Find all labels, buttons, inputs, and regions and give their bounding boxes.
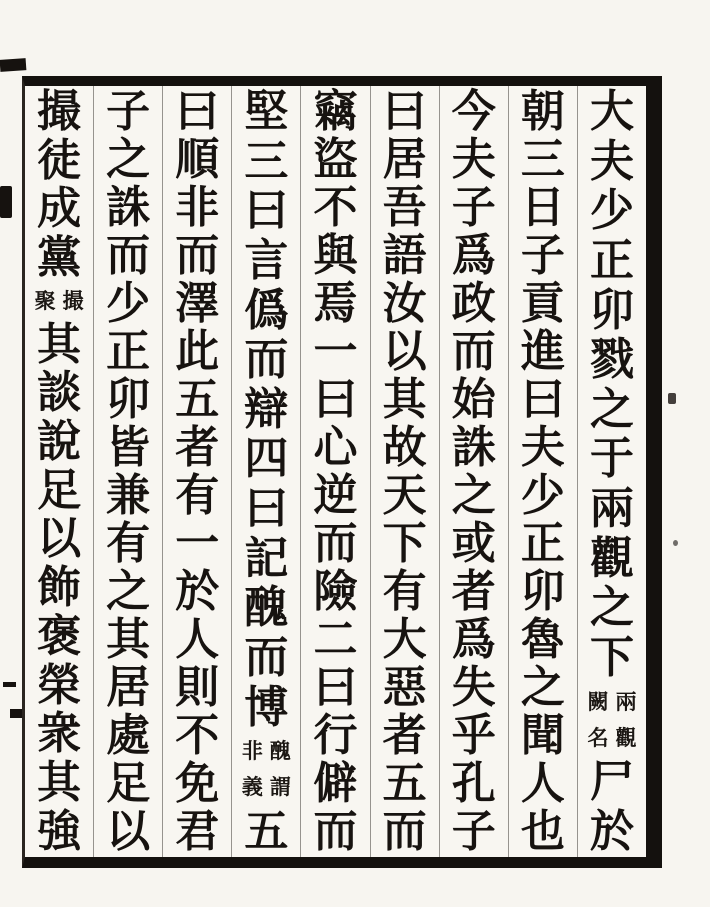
glyph: 曰	[244, 483, 289, 535]
glyph: 其	[382, 374, 427, 425]
glyph: 貢	[520, 278, 565, 329]
glyph: 日	[520, 182, 565, 233]
glyph: 語	[382, 230, 427, 281]
glyph: 兩	[589, 483, 634, 535]
glyph: 以	[382, 326, 427, 377]
glyph: 尸	[589, 756, 634, 808]
glyph: 大	[589, 86, 634, 137]
glyph: 爲	[451, 614, 496, 665]
glyph: 與	[313, 230, 358, 281]
glyph: 撮	[37, 86, 82, 137]
glyph: 夫	[520, 422, 565, 473]
glyph: 其	[37, 318, 82, 370]
note-glyph: 聚	[34, 287, 56, 313]
glyph: 僻	[313, 758, 358, 809]
glyph: 魯	[520, 614, 565, 665]
glyph: 五	[382, 758, 427, 809]
glyph: 之	[451, 470, 496, 521]
glyph: 險	[313, 566, 358, 617]
glyph: 始	[451, 374, 496, 425]
glyph: 說	[37, 416, 82, 468]
glyph: 人	[175, 614, 220, 665]
glyph: 免	[175, 758, 220, 809]
glyph: 衆	[37, 708, 82, 760]
glyph: 而	[106, 230, 151, 281]
glyph: 聞	[520, 710, 565, 761]
glyph: 而	[244, 632, 289, 684]
glyph: 三	[244, 135, 289, 187]
glyph: 足	[106, 758, 151, 809]
glyph: 子	[451, 182, 496, 233]
glyph: 失	[451, 662, 496, 713]
glyph: 有	[175, 470, 220, 521]
text-columns	[25, 86, 646, 857]
glyph: 而	[175, 230, 220, 281]
glyph: 行	[313, 710, 358, 761]
note-glyph: 撮	[62, 287, 84, 313]
glyph: 四	[244, 433, 289, 485]
glyph: 正	[589, 234, 634, 286]
glyph: 一	[175, 518, 220, 569]
glyph: 逆	[313, 470, 358, 521]
glyph: 其	[37, 757, 82, 809]
note-right-subcolumn	[613, 684, 639, 756]
glyph: 大	[382, 614, 427, 665]
glyph: 有	[382, 566, 427, 617]
glyph: 乎	[451, 710, 496, 761]
glyph: 下	[382, 518, 427, 569]
glyph: 五	[244, 805, 289, 857]
note-glyph: 義	[241, 774, 263, 800]
glyph: 誅	[451, 422, 496, 473]
text-column-1	[577, 86, 646, 857]
glyph: 于	[589, 433, 634, 485]
text-column-5	[300, 86, 369, 857]
glyph: 於	[175, 566, 220, 617]
note-glyph: 闕	[587, 688, 609, 714]
glyph: 或	[451, 518, 496, 569]
glyph: 少	[520, 470, 565, 521]
glyph: 醜	[244, 582, 289, 634]
glyph: 戮	[589, 334, 634, 386]
glyph: 澤	[175, 278, 220, 329]
glyph: 下	[589, 632, 634, 684]
text-column-9	[25, 86, 93, 857]
text-column-2	[508, 86, 577, 857]
glyph: 心	[313, 422, 358, 473]
interlinear-note	[25, 283, 93, 319]
glyph: 竊	[313, 86, 358, 137]
glyph: 者	[175, 422, 220, 473]
glyph: 堅	[244, 86, 289, 137]
text-column-8	[93, 86, 162, 857]
glyph: 爲	[451, 230, 496, 281]
glyph: 者	[382, 710, 427, 761]
glyph: 一	[313, 326, 358, 377]
glyph: 子	[451, 806, 496, 857]
glyph: 居	[382, 134, 427, 185]
glyph: 而	[382, 806, 427, 857]
glyph: 處	[106, 710, 151, 761]
glyph: 孔	[451, 758, 496, 809]
glyph: 子	[520, 230, 565, 281]
glyph: 之	[106, 134, 151, 185]
glyph: 非	[175, 182, 220, 233]
glyph: 五	[175, 374, 220, 425]
glyph: 惡	[382, 662, 427, 713]
glyph: 觀	[589, 532, 634, 584]
glyph: 而	[313, 518, 358, 569]
glyph: 曰	[175, 86, 220, 137]
glyph: 盜	[313, 134, 358, 185]
glyph: 順	[175, 134, 220, 185]
text-column-4	[370, 86, 439, 857]
note-glyph: 名	[587, 724, 609, 750]
glyph: 之	[520, 662, 565, 713]
glyph: 以	[106, 806, 151, 857]
glyph: 居	[106, 662, 151, 713]
glyph: 而	[244, 334, 289, 386]
glyph: 黨	[37, 232, 82, 284]
glyph: 二	[313, 614, 358, 665]
glyph: 今	[451, 86, 496, 137]
glyph: 曰	[313, 374, 358, 425]
glyph: 兼	[106, 470, 151, 521]
glyph: 之	[589, 383, 634, 435]
text-block-frame	[22, 76, 662, 868]
glyph: 卯	[520, 566, 565, 617]
glyph: 榮	[37, 659, 82, 711]
text-column-6	[231, 86, 300, 857]
glyph: 辯	[244, 383, 289, 435]
note-left-subcolumn	[239, 733, 265, 805]
ink-speck	[668, 393, 676, 404]
glyph: 成	[37, 183, 82, 235]
glyph: 強	[37, 805, 82, 857]
glyph: 子	[106, 86, 151, 137]
glyph: 焉	[313, 278, 358, 329]
glyph: 徒	[37, 134, 82, 186]
glyph: 褒	[37, 610, 82, 662]
note-left-subcolumn	[585, 684, 611, 756]
glyph: 正	[106, 326, 151, 377]
glyph: 則	[175, 662, 220, 713]
glyph: 於	[589, 805, 634, 857]
note-glyph: 非	[241, 738, 263, 764]
glyph: 博	[244, 681, 289, 733]
note-glyph: 兩	[615, 688, 637, 714]
glyph: 少	[106, 278, 151, 329]
interlinear-note	[232, 733, 300, 805]
glyph: 正	[520, 518, 565, 569]
ink-mark	[3, 682, 16, 687]
glyph: 少	[589, 185, 634, 237]
note-glyph: 醜	[269, 738, 291, 764]
glyph: 誅	[106, 182, 151, 233]
glyph: 也	[520, 806, 565, 857]
note-right-subcolumn	[60, 283, 86, 319]
glyph: 者	[451, 566, 496, 617]
text-column-7	[162, 86, 231, 857]
glyph: 記	[244, 532, 289, 584]
glyph: 以	[37, 513, 82, 565]
glyph: 言	[244, 234, 289, 286]
glyph: 皆	[106, 422, 151, 473]
note-left-subcolumn	[32, 283, 58, 319]
glyph: 曰	[313, 662, 358, 713]
glyph: 天	[382, 470, 427, 521]
glyph: 曰	[382, 86, 427, 137]
glyph: 此	[175, 326, 220, 377]
glyph: 曰	[244, 185, 289, 237]
glyph: 之	[589, 582, 634, 634]
glyph: 三	[520, 134, 565, 185]
glyph: 夫	[589, 135, 634, 187]
note-glyph: 謂	[269, 774, 291, 800]
glyph: 有	[106, 518, 151, 569]
glyph: 飾	[37, 562, 82, 614]
glyph: 汝	[382, 278, 427, 329]
glyph: 故	[382, 422, 427, 473]
glyph: 吾	[382, 182, 427, 233]
glyph: 其	[106, 614, 151, 665]
glyph: 之	[106, 566, 151, 617]
glyph: 足	[37, 464, 82, 516]
glyph: 僞	[244, 284, 289, 336]
ink-smudge	[0, 186, 12, 218]
glyph: 談	[37, 367, 82, 419]
glyph: 而	[313, 806, 358, 857]
glyph: 不	[175, 710, 220, 761]
interlinear-note	[578, 684, 646, 756]
glyph: 進	[520, 326, 565, 377]
glyph: 卯	[106, 374, 151, 425]
glyph: 卯	[589, 284, 634, 336]
glyph: 政	[451, 278, 496, 329]
note-glyph: 觀	[615, 724, 637, 750]
glyph: 人	[520, 758, 565, 809]
glyph: 君	[175, 806, 220, 857]
glyph: 而	[451, 326, 496, 377]
glyph: 夫	[451, 134, 496, 185]
glyph: 不	[313, 182, 358, 233]
ink-mark	[0, 58, 26, 72]
text-column-3	[439, 86, 508, 857]
glyph: 曰	[520, 374, 565, 425]
note-right-subcolumn	[267, 733, 293, 805]
ink-speck	[673, 540, 678, 546]
glyph: 朝	[520, 86, 565, 137]
